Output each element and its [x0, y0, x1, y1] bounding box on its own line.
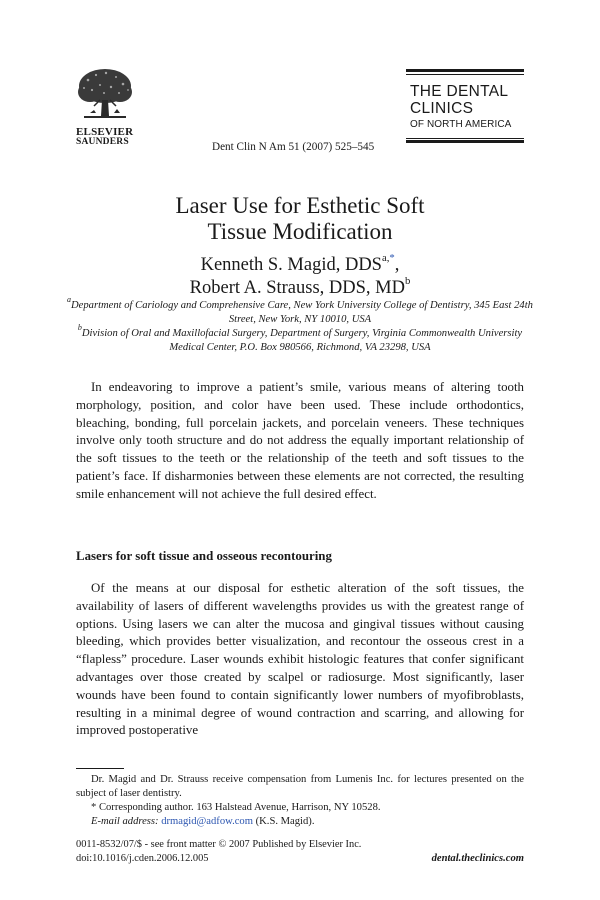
article-title: [0, 193, 600, 245]
author-2-affiliation-mark: b: [404, 275, 411, 288]
masthead-rule-bottom: [406, 140, 524, 143]
intro-paragraph: In endeavoring to improve a patient’s smile, various means of altering tooth morphology, position, and color have been used. These include orthodontics, bleaching, bonding, full porcelain jackets, and porcelain veneers. These techniques involve only tooth structure and do not address the equally important relationship of the soft tissues to the teeth or the relationship of the teeth and soft tissues to the patient’s face. If disharmonies between these elements are not corrected, the resulting smile enhancement will not achieve the full desired effect.: [76, 380, 524, 501]
email-link[interactable]: drmagid@adfow.com: [161, 816, 253, 827]
journal-masthead: [410, 83, 511, 131]
author-1-name: Kenneth S. Magid, DDS: [200, 255, 382, 275]
doi-link[interactable]: doi:10.1016/j.cden.2006.12.005: [76, 853, 209, 864]
email-label: E-mail address:: [91, 816, 159, 827]
section-heading: Lasers for soft tissue and osseous recontouring: [76, 549, 332, 563]
email-suffix: (K.S. Magid).: [255, 816, 315, 827]
article-title-line1: Laser Use for Esthetic Soft: [175, 193, 425, 218]
affiliation-b: $^b$Division of Oral and Maxillofacial Surgery, Department of Surgery, Virginia Commonwealth University Medical Center, P.O. Box 980566, Richmond, VA 23298, USA: [77, 323, 523, 353]
footnote-separator: [76, 768, 124, 769]
journal-citation: Dent Clin N Am 51 (2007) 525–545: [212, 141, 375, 153]
affiliations: [60, 295, 540, 355]
article-title-line2: Tissue Modification: [207, 219, 393, 244]
publisher-imprint: SAUNDERS: [76, 137, 129, 147]
journal-title-line1: THE DENTAL: [410, 83, 509, 100]
masthead-rule-top: [406, 69, 524, 72]
journal-title-line3: OF NORTH AMERICA: [410, 119, 512, 130]
publisher-name: ELSEVIER: [76, 126, 134, 138]
elsevier-tree-logo: [76, 66, 134, 124]
footnote-corresponding-author: * Corresponding author. 163 Halstead Avenue, Harrison, NY 10528.: [91, 802, 381, 813]
affiliation-a: $^a$Department of Cariology and Comprehensive Care, New York University College of Dentistry, 345 East 24th Street, New York, NY 10010, USA: [67, 295, 533, 325]
issn-line: 0011-8532/07/$ - see front matter © 2007 Published by Elsevier Inc.: [76, 839, 362, 850]
author-2-name: Robert A. Strauss, DDS, MD: [189, 278, 405, 298]
journal-website-link[interactable]: dental.theclinics.com: [431, 853, 524, 864]
author-list: [0, 254, 600, 300]
masthead-rule-bottom-thin: [406, 138, 524, 139]
corresponding-author-link[interactable]: *: [389, 252, 395, 265]
author-1: Kenneth S. Magid, $DDS^{a,*}$,: [200, 252, 400, 275]
section-body-paragraph: Of the means at our disposal for esthetic alteration of the soft tissues, the availability of lasers of different wavelengths provides us with the greatest range of options. Using lasers we can alter the mucosa and gingival tissues without causing bleeding, which provides better visualization, and recontour the osseous crest in a “flapless” procedure. Laser wounds exhibit histologic features that confer significant advantages over those created by scalpel or radiosurge. Most significantly, laser wounds have been found to contain significantly lower numbers of myofibroblasts, resulting in a minimal degree of wound contraction and scarring, and allowing for improved postoperative: [76, 581, 524, 738]
footnote-email: [91, 815, 539, 829]
masthead-rule-top-thin: [406, 74, 524, 75]
author-2: [0, 277, 600, 300]
journal-title-line2: CLINICS: [410, 100, 474, 117]
footnote-disclosure: Dr. Magid and Dr. Strauss receive compensation from Lumenis Inc. for lectures presented on the subject of laser dentistry.: [76, 774, 524, 799]
author-1-affiliation-mark: a,*: [381, 252, 395, 265]
